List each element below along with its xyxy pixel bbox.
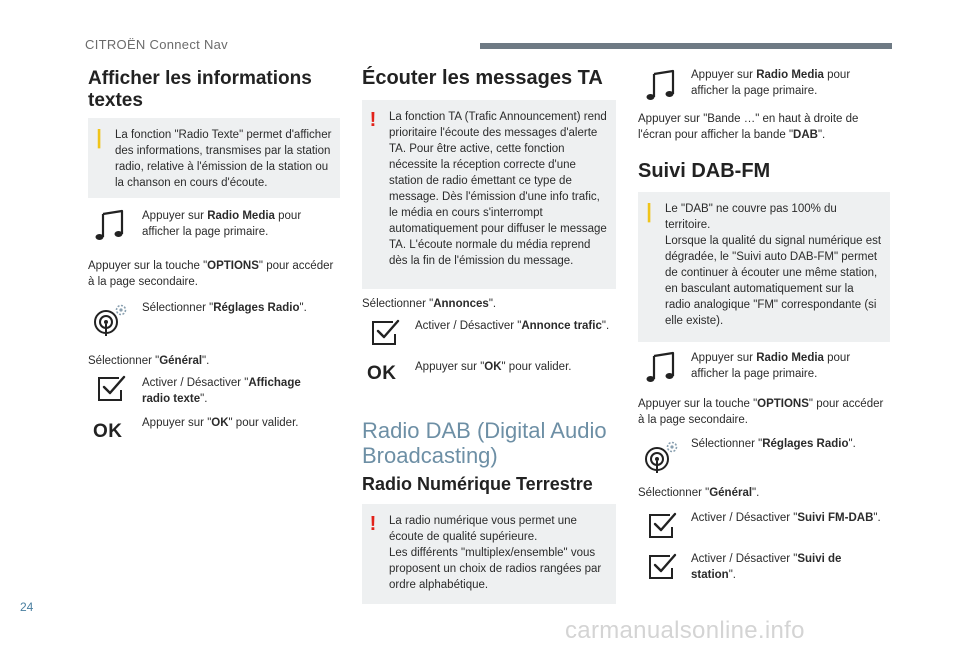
checkbox-check-icon <box>365 312 405 352</box>
col2-note2-text: La radio numérique vous permet une écoute de qualité supérieure. Les différents "multiplex/ensemble" vous proposent un choix de radios rangées par ordre alphabétique. <box>389 515 602 591</box>
col3-step-radio-media: Appuyer sur Radio Media pour afficher la page primaire. <box>691 69 851 97</box>
col2-note-text: La fonction TA (Trafic Announcement) rend prioritaire l'écoute des messages d'alerte TA. Pour être active, cette fonction nécessite la réception correcte d'une station de radio émettant ce type de message. Dès l'émission d'une info trafic, le média en cours s'interrompt automatiquement pour diffuser le message TA. L'écoute normale du média reprend dès la fin de l'émission du message. <box>389 111 607 267</box>
info-mark-icon: | <box>96 127 102 149</box>
col3-general-paragraph: Sélectionner "Général". <box>638 487 760 499</box>
footer-watermark: carmanualsonline.info <box>565 617 805 644</box>
warning-mark-icon: ! <box>369 109 377 131</box>
col1-general-paragraph: Sélectionner "Général". <box>88 355 210 367</box>
col2-heading: Écouter les messages TA <box>362 67 603 89</box>
col2-step-ok: Appuyer sur "OK" pour valider. <box>415 361 572 373</box>
radio-settings-icon <box>640 437 680 477</box>
col1-step-ok: Appuyer sur "OK" pour valider. <box>142 417 299 429</box>
col1-step-reglages-radio: Sélectionner "Réglages Radio". <box>142 302 307 314</box>
warning-mark-icon: ! <box>369 513 377 535</box>
col3-heading: Suivi DAB-FM <box>638 160 771 182</box>
col1-info-note <box>88 118 340 198</box>
checkbox-check-icon <box>642 505 682 545</box>
col3-note-text: Le "DAB" ne couvre pas 100% du territoire. Lorsque la qualité du signal numérique est dégradée, le "Suivi auto DAB-FM" permet de continuer à écouter une même station, en basculant automatiquement sur la radio analogique "FM" correspondante (si elle existe). <box>665 203 882 327</box>
col1-step-radio-media: Appuyer sur Radio Media pour afficher la page primaire. <box>142 210 302 238</box>
radio-settings-icon <box>89 300 129 340</box>
col3-info-note <box>638 192 890 342</box>
col3-options-paragraph: Appuyer sur la touche "OPTIONS" pour accéder à la page secondaire. <box>638 398 884 426</box>
section-title: Radio DAB (Digital Audio Broadcasting) <box>362 418 607 468</box>
col1-step-affichage: Activer / Désactiver "Affichage radio texte". <box>142 377 301 405</box>
col2-sub-heading: Radio Numérique Terrestre <box>362 474 593 494</box>
col3-step-suivi-station: Activer / Désactiver "Suivi de station". <box>691 553 842 581</box>
music-note-icon <box>90 206 130 246</box>
ok-label: OK <box>367 363 397 384</box>
col2-dab-note <box>362 504 616 604</box>
col1-note-text: La fonction "Radio Texte" permet d'afficher des informations, transmises par la station radio, relative à l'émission de la station ou la chanson en cours d'écoute. <box>115 129 332 189</box>
header-title: CITROËN Connect Nav <box>85 37 228 52</box>
info-mark-icon: | <box>646 201 652 223</box>
col2-step-annonce-trafic: Activer / Désactiver "Annonce trafic". <box>415 320 610 332</box>
col1-heading: Afficher les informations textes <box>88 68 312 111</box>
col1-options-paragraph: Appuyer sur la touche "OPTIONS" pour accéder à la page secondaire. <box>88 260 334 288</box>
ok-label: OK <box>93 421 123 442</box>
checkbox-check-icon <box>91 368 131 408</box>
page-number: 24 <box>20 600 34 614</box>
col2-annonces-paragraph: Sélectionner "Annonces". <box>362 298 497 310</box>
music-note-icon <box>641 66 681 106</box>
col3-step-reglages-radio: Sélectionner "Réglages Radio". <box>691 438 856 450</box>
col3-step-suivi-fm-dab: Activer / Désactiver "Suivi FM-DAB". <box>691 512 881 524</box>
col3-bande-paragraph: Appuyer sur "Bande …" en haut à droite de l'écran pour afficher la bande "DAB". <box>638 113 859 141</box>
checkbox-check-icon <box>642 546 682 586</box>
col3-step-radio-media-2: Appuyer sur Radio Media pour afficher la page primaire. <box>691 352 851 380</box>
music-note-icon <box>641 348 681 388</box>
col2-warning-note <box>362 100 616 289</box>
header-bar <box>480 43 892 49</box>
